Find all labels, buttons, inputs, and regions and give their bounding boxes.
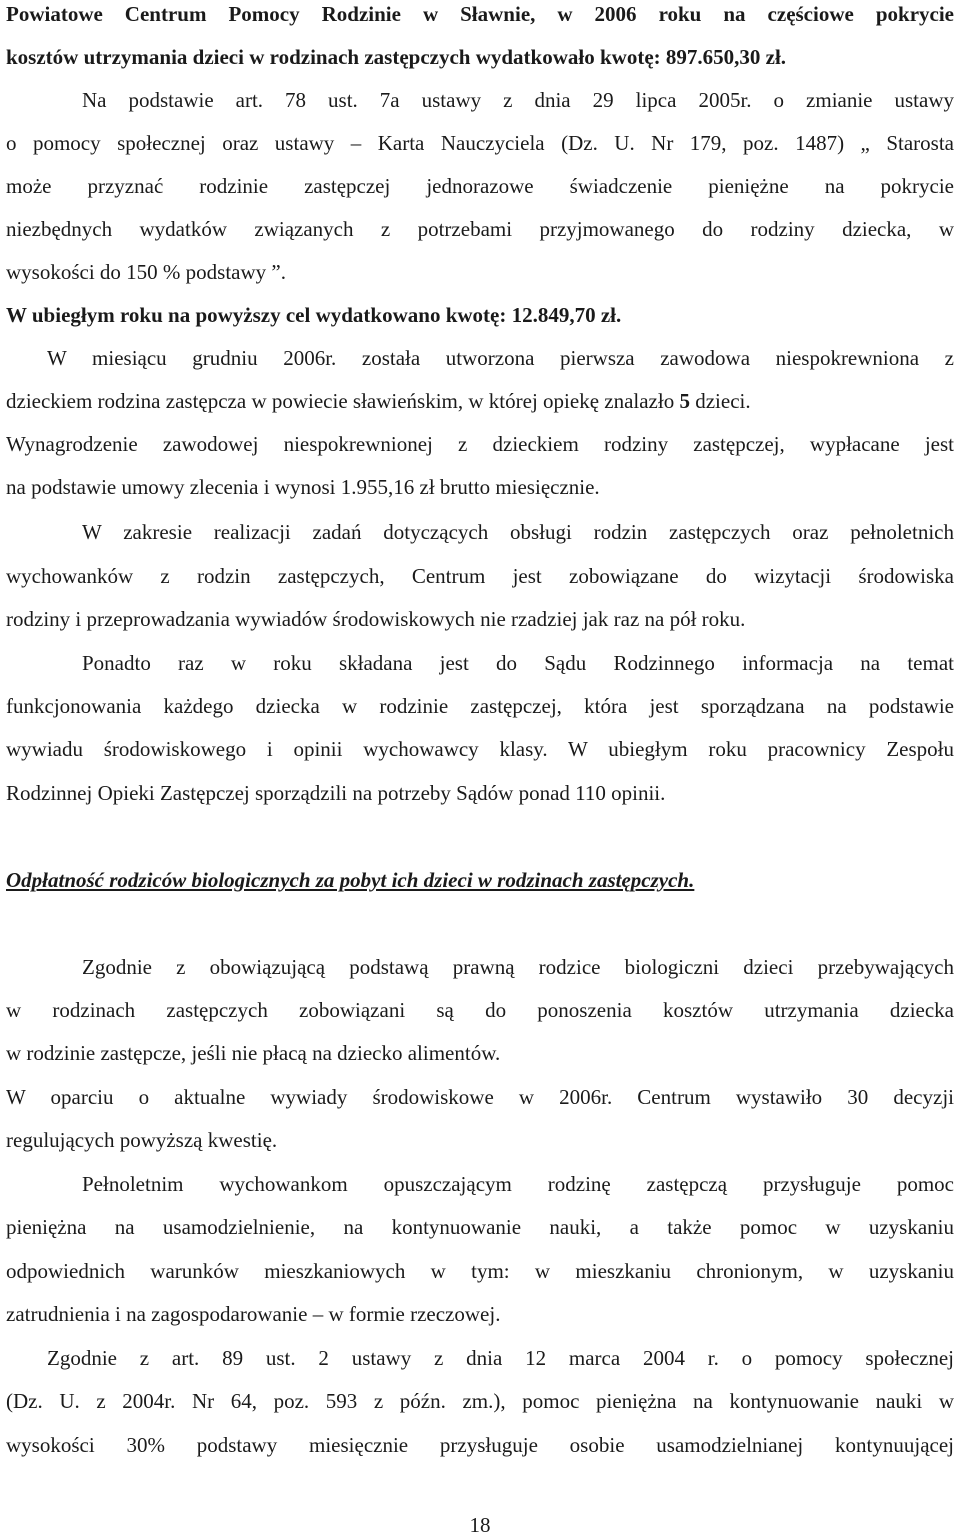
text-line: wysokości do 150 % podstawy ”. [6, 260, 286, 284]
text-line: Pełnoletnim wychowankom opuszczającym rodzinę zastępczą przysługuje pomoc [82, 1172, 954, 1196]
text-line: o pomocy społecznej oraz ustawy – Karta Nauczyciela (Dz. U. Nr 179, poz. 1487) „ Starosta [6, 131, 954, 155]
section-heading: Odpłatność rodziców biologicznych za pobyt ich dzieci w rodzinach zastępczych. [6, 868, 695, 892]
text-line: regulujących powyższą kwestię. [6, 1128, 278, 1152]
text-line: Powiatowe Centrum Pomocy Rodzinie w Sławnie, w 2006 roku na częściowe pokrycie [6, 2, 954, 26]
text-line: wysokości 30% podstawy miesięcznie przysługuje osobie usamodzielnianej kontynuującej [6, 1433, 954, 1457]
text-segment: dzieci. [695, 389, 751, 413]
text-line: Zgodnie z art. 89 ust. 2 ustawy z dnia 12 marca 2004 r. o pomocy społecznej [47, 1346, 954, 1370]
page-number: 18 [469, 1513, 491, 1537]
text-line: (Dz. U. z 2004r. Nr 64, poz. 593 z późn. zm.), pomoc pieniężna na kontynuowanie nauki w [6, 1389, 954, 1413]
text-line: wychowanków z rodzin zastępczych, Centrum jest zobowiązane do wizytacji środowiska [6, 564, 954, 588]
text-line: W ubiegłym roku na powyższy cel wydatkowano kwotę: 12.849,70 zł. [6, 303, 622, 327]
text-line: w rodzinach zastępczych zobowiązani są do ponoszenia kosztów utrzymania dziecka [6, 998, 954, 1022]
text-line: pieniężna na usamodzielnienie, na kontynuowanie nauki, a także pomoc w uzyskaniu [6, 1215, 954, 1239]
text-line: W zakresie realizacji zadań dotyczących obsługi rodzin zastępczych oraz pełnoletnich [82, 520, 954, 544]
text-segment: dzieckiem rodzina zastępcza w powiecie sławieńskim, w której opiekę znalazło [6, 389, 675, 413]
text-line: Na podstawie art. 78 ust. 7a ustawy z dnia 29 lipca 2005r. o zmianie ustawy [82, 88, 954, 112]
text-line: niezbędnych wydatków związanych z potrzebami przyjmowanego do rodziny dziecka, w [6, 217, 954, 241]
text-line: na podstawie umowy zlecenia i wynosi 1.955,16 zł brutto miesięcznie. [6, 475, 600, 499]
text-line: funkcjonowania każdego dziecka w rodzinie zastępczej, która jest sporządzana na podstawie [6, 694, 954, 718]
text-line [6, 388, 954, 414]
text-line: Wynagrodzenie zawodowej niespokrewnionej z dzieckiem rodziny zastępczej, wypłacane jest [6, 432, 954, 456]
text-line: może przyznać rodzinie zastępczej jednorazowe świadczenie pieniężne na pokrycie [6, 174, 954, 198]
text-line: rodziny i przeprowadzania wywiadów środowiskowych nie rzadziej jak raz na pół roku. [6, 607, 746, 631]
text-line: Rodzinnej Opieki Zastępczej sporządzili na potrzeby Sądów ponad 110 opinii. [6, 781, 666, 805]
text-line: Ponadto raz w roku składana jest do Sądu Rodzinnego informacja na temat [82, 651, 954, 675]
text-line: w rodzinie zastępcze, jeśli nie płacą na dziecko alimentów. [6, 1041, 501, 1065]
text-line: wywiadu środowiskowego i opinii wychowawcy klasy. W ubiegłym roku pracownicy Zespołu [6, 737, 954, 761]
text-line: W oparciu o aktualne wywiady środowiskowe w 2006r. Centrum wystawiło 30 decyzji [6, 1085, 954, 1109]
text-line: kosztów utrzymania dzieci w rodzinach zastępczych wydatkowało kwotę: 897.650,30 zł. [6, 45, 787, 69]
text-line: odpowiednich warunków mieszkaniowych w tym: w mieszkaniu chronionym, w uzyskaniu [6, 1259, 954, 1283]
text-line: Zgodnie z obowiązującą podstawą prawną rodzice biologiczni dzieci przebywających [82, 955, 954, 979]
text-line: W miesiącu grudniu 2006r. została utworzona pierwsza zawodowa niespokrewniona z [47, 346, 954, 370]
text-line: zatrudnienia i na zagospodarowanie – w formie rzeczowej. [6, 1302, 501, 1326]
children-count: 5 [679, 389, 690, 413]
